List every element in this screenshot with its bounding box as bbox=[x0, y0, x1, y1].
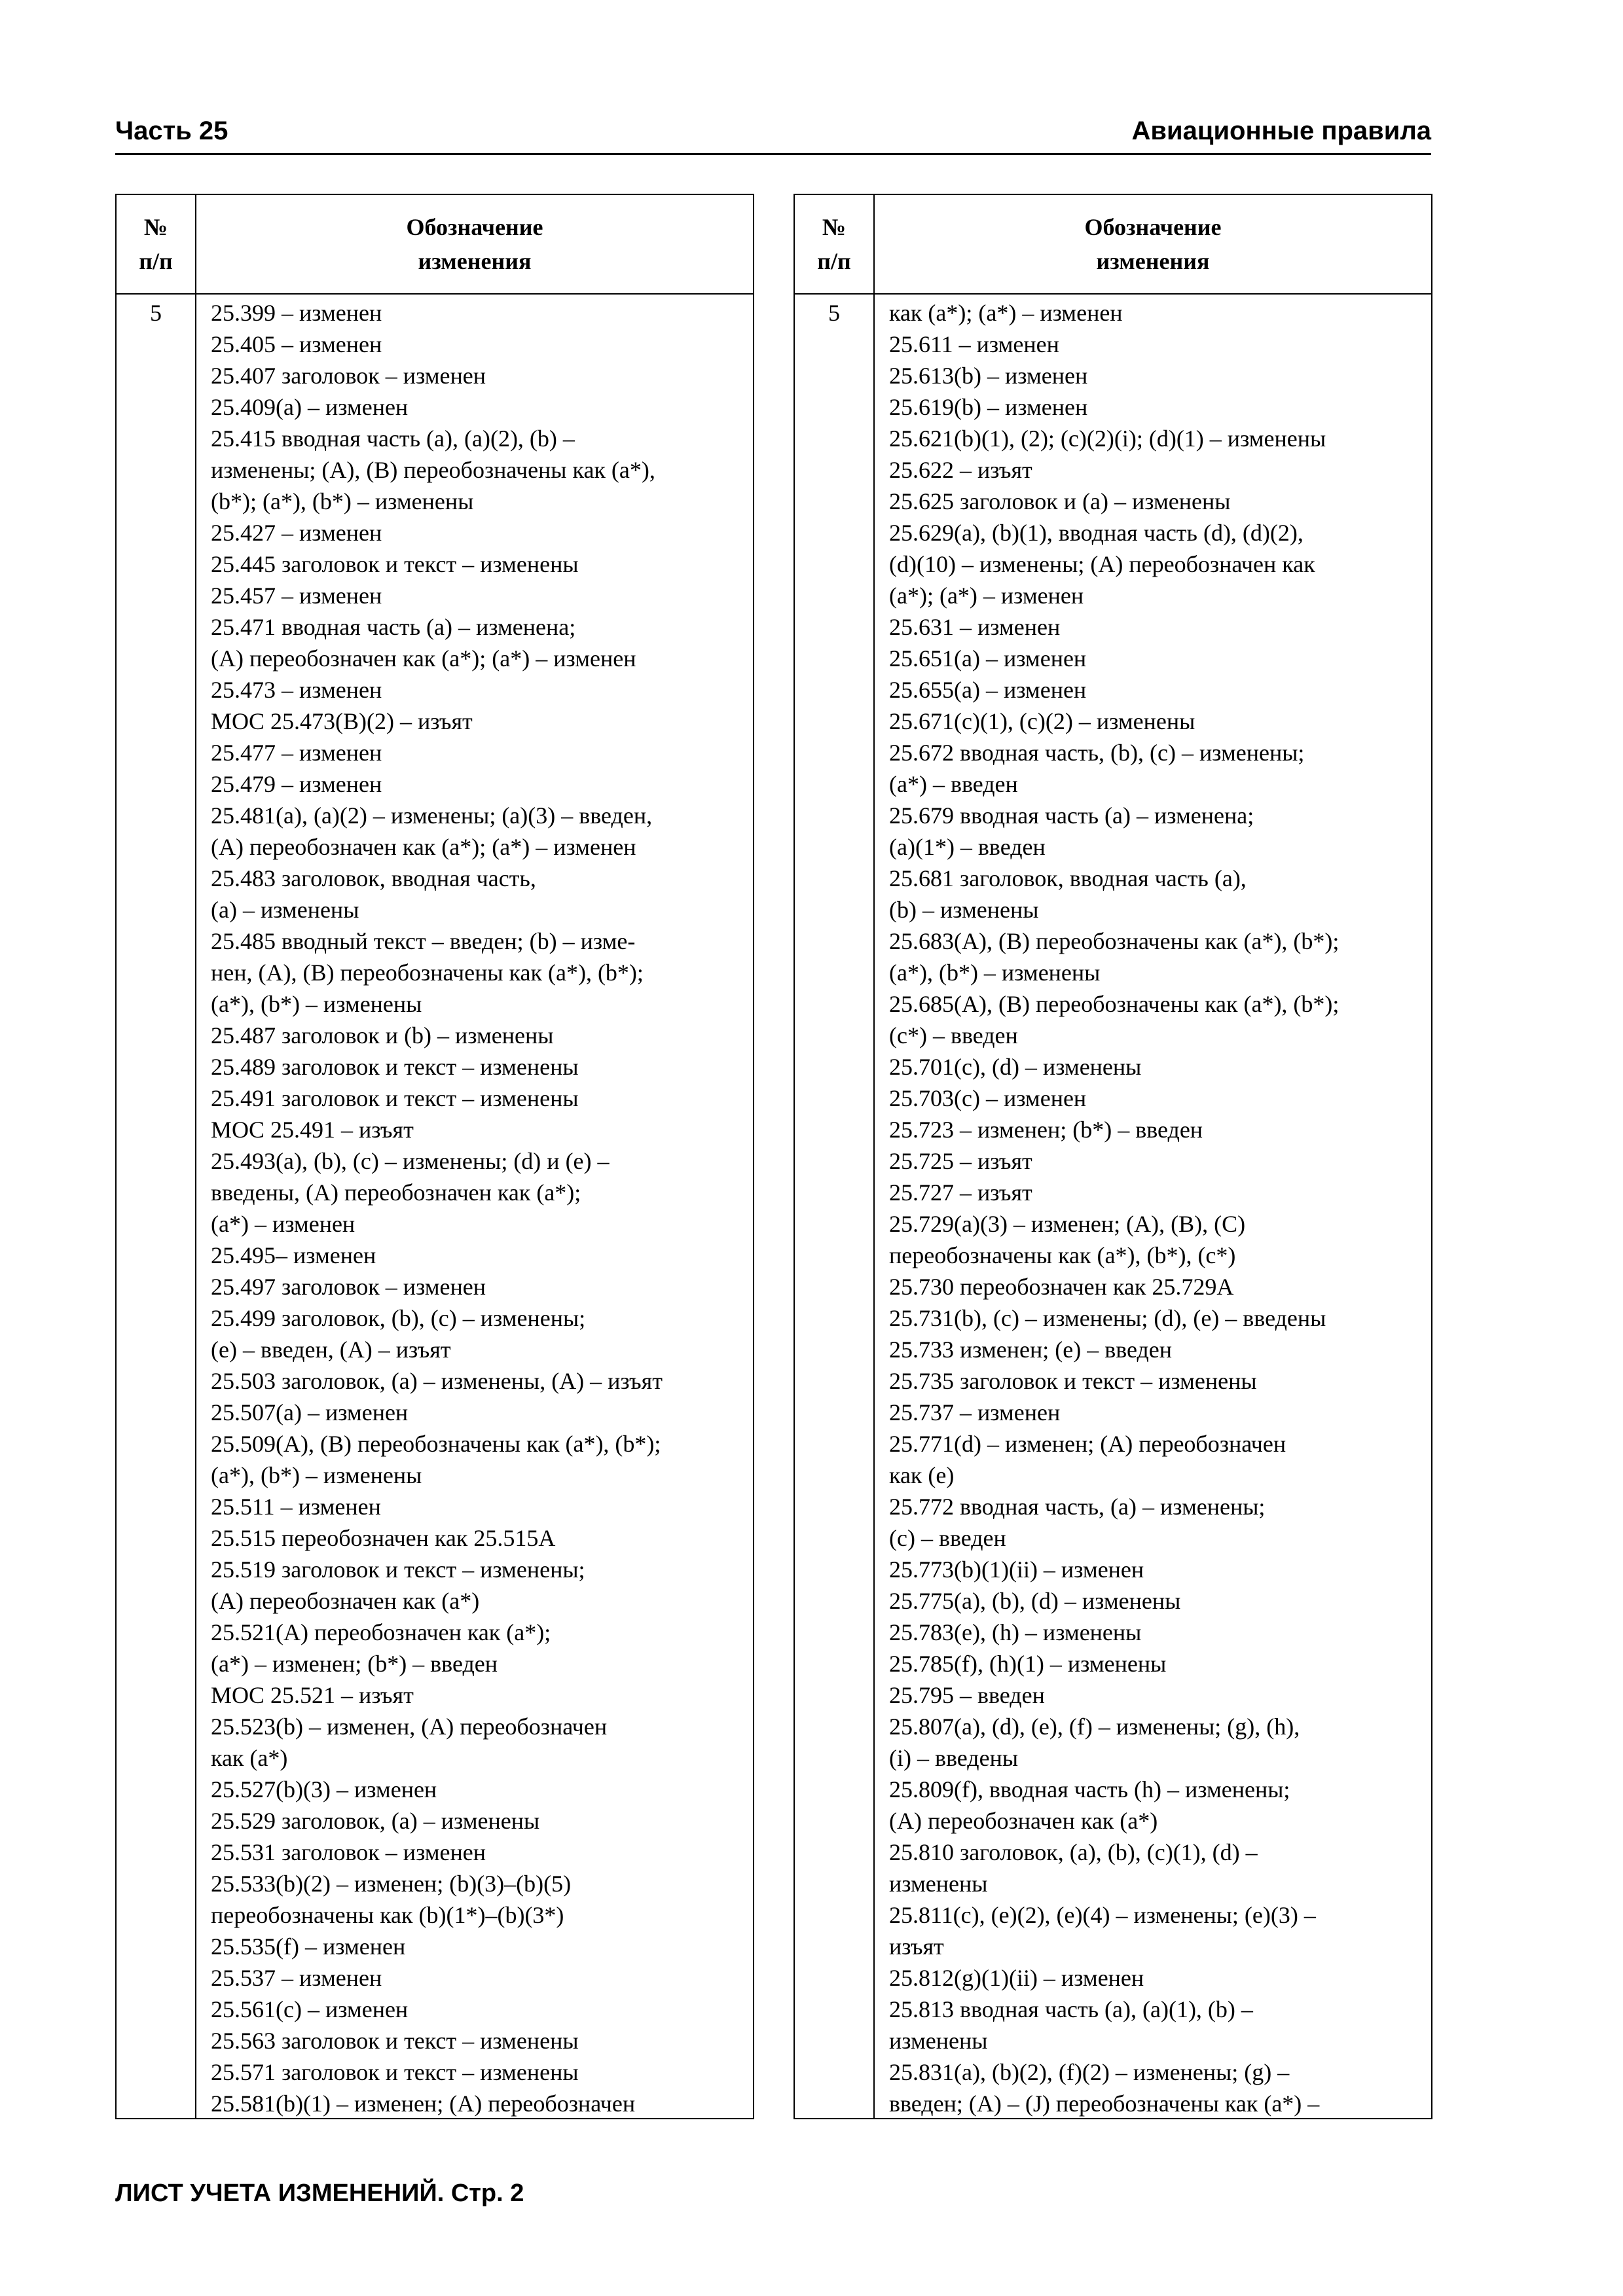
change-entry-line: 25.473 – изменен bbox=[211, 677, 382, 703]
header-number-symbol: № bbox=[822, 214, 847, 240]
change-entry-line: 25.772 вводная часть, (a) – изменены; bbox=[889, 1494, 1266, 1520]
change-entry-line: 25.507(a) – изменен bbox=[211, 1399, 409, 1426]
change-entry-line: 25.415 вводная часть (a), (a)(2), (b) – bbox=[211, 425, 575, 452]
change-entry-line: (d)(10) – изменены; (A) переобозначен как bbox=[889, 551, 1315, 577]
change-entry-line: 25.811(c), (e)(2), (e)(4) – изменены; (e)(3) – bbox=[889, 1902, 1316, 1928]
header-designation-line1: Обозначение bbox=[1084, 214, 1222, 240]
change-entry-line: изменены bbox=[889, 2028, 988, 2054]
change-entry-line: 25.509(A), (B) переобозначены как (a*), (b*); bbox=[211, 1431, 661, 1457]
table-header bbox=[117, 195, 753, 295]
header-number-cell bbox=[795, 195, 875, 293]
change-entry-line: 25.487 заголовок и (b) – изменены bbox=[211, 1022, 554, 1049]
change-entry-line: 25.499 заголовок, (b), (c) – изменены; bbox=[211, 1305, 586, 1331]
change-entry-line: (a*) – введен bbox=[889, 771, 1018, 797]
change-entry-line: 25.619(b) – изменен bbox=[889, 394, 1088, 420]
change-entry-line: 25.683(A), (B) переобозначены как (a*), (b*); bbox=[889, 928, 1340, 954]
change-entry-line: 25.533(b)(2) – изменен; (b)(3)–(b)(5) bbox=[211, 1871, 572, 1897]
change-entry-line: 25.621(b)(1), (2); (c)(2)(i); (d)(1) – изменены bbox=[889, 425, 1326, 452]
change-entry-line: 25.810 заголовок, (a), (b), (c)(1), (d) – bbox=[889, 1839, 1258, 1865]
change-entry-line: 25.479 – изменен bbox=[211, 771, 382, 797]
change-entry-line: (i) – введены bbox=[889, 1745, 1019, 1771]
change-entry-line: 25.445 заголовок и текст – изменены bbox=[211, 551, 579, 577]
change-entry-line: 25.521(A) переобозначен как (a*); bbox=[211, 1619, 551, 1645]
change-entry-line: 25.773(b)(1)(ii) – изменен bbox=[889, 1556, 1144, 1583]
change-entry-line: 25.563 заголовок и текст – изменены bbox=[211, 2028, 579, 2054]
change-entry-line: 25.723 – изменен; (b*) – введен bbox=[889, 1117, 1203, 1143]
header-title: Авиационные правила bbox=[1131, 117, 1431, 145]
change-entry-line: 25.491 заголовок и текст – изменены bbox=[211, 1085, 579, 1111]
change-entry-line: 25.531 заголовок – изменен bbox=[211, 1839, 486, 1865]
change-entry-line: (c*) – введен bbox=[889, 1022, 1018, 1049]
change-entry-line: 25.503 заголовок, (a) – изменены, (A) – изъят bbox=[211, 1368, 663, 1394]
change-entry-line: 25.731(b), (c) – изменены; (d), (e) – введены bbox=[889, 1305, 1326, 1331]
change-entry-line: 25.613(b) – изменен bbox=[889, 363, 1088, 389]
change-entry-line: 25.727 – изъят bbox=[889, 1179, 1032, 1206]
change-entry-line: 25.631 – изменен bbox=[889, 614, 1061, 640]
change-entry-line: (A) переобозначен как (a*) bbox=[889, 1808, 1158, 1834]
change-entry-line: 25.771(d) – изменен; (A) переобозначен bbox=[889, 1431, 1286, 1457]
change-entry-line: 25.495– изменен bbox=[211, 1242, 376, 1268]
change-entry-line: (a*) – изменен bbox=[211, 1211, 356, 1237]
change-entry-line: 25.681 заголовок, вводная часть (a), bbox=[889, 865, 1247, 891]
header-designation-line2: изменения bbox=[418, 248, 532, 274]
change-entry-line: 25.730 переобозначен как 25.729A bbox=[889, 1274, 1234, 1300]
change-entry-line: 25.481(a), (a)(2) – изменены; (a)(3) – введен, bbox=[211, 802, 653, 829]
change-entry-line: 25.655(a) – изменен bbox=[889, 677, 1087, 703]
change-entry-line: (b*); (a*), (b*) – изменены bbox=[211, 488, 474, 514]
change-entry-line: (a*); (a*) – изменен bbox=[889, 583, 1084, 609]
change-entry-line: 25.831(a), (b)(2), (f)(2) – изменены; (g) – bbox=[889, 2059, 1290, 2085]
change-entry-line: 25.733 изменен; (e) – введен bbox=[889, 1336, 1173, 1363]
change-entry-line: 25.783(e), (h) – изменены bbox=[889, 1619, 1142, 1645]
change-entry-line: переобозначены как (b)(1*)–(b)(3*) bbox=[211, 1902, 564, 1928]
change-entry-line: 25.809(f), вводная часть (h) – изменены; bbox=[889, 1776, 1290, 1803]
change-entry-line: как (a*) bbox=[211, 1745, 288, 1771]
change-entry-line: MOC 25.521 – изъят bbox=[211, 1682, 414, 1708]
change-entry-line: 25.775(a), (b), (d) – изменены bbox=[889, 1588, 1181, 1614]
page-header bbox=[115, 111, 1431, 155]
change-entry-line: 25.785(f), (h)(1) – изменены bbox=[889, 1651, 1167, 1677]
column-divider bbox=[195, 293, 196, 2118]
change-entry-line: 25.672 вводная часть, (b), (c) – изменены; bbox=[889, 740, 1305, 766]
header-designation-line2: изменения bbox=[1096, 248, 1210, 274]
header-designation-cell bbox=[875, 195, 1431, 293]
page-footer: ЛИСТ УЧЕТА ИЗМЕНЕНИЙ. Стр. 2 bbox=[115, 2179, 524, 2207]
change-entry-line: изменены; (A), (B) переобозначены как (a*), bbox=[211, 457, 655, 483]
change-entry-line: 25.485 вводный текст – введен; (b) – изме- bbox=[211, 928, 636, 954]
change-entry-line: 25.625 заголовок и (a) – изменены bbox=[889, 488, 1231, 514]
change-entry-line: 25.535(f) – изменен bbox=[211, 1933, 406, 1960]
change-entry-line: изъят bbox=[889, 1933, 944, 1960]
change-entry-line: 25.812(g)(1)(ii) – изменен bbox=[889, 1965, 1144, 1991]
change-entry-line: 25.407 заголовок – изменен bbox=[211, 363, 486, 389]
change-entry-line: 25.511 – изменен bbox=[211, 1494, 381, 1520]
column-divider bbox=[873, 293, 875, 2118]
change-entry-line: 25.515 переобозначен как 25.515A bbox=[211, 1525, 556, 1551]
change-entry-line: 25.795 – введен bbox=[889, 1682, 1045, 1708]
change-entry-line: (a*), (b*) – изменены bbox=[211, 1462, 422, 1488]
change-entry-line: MOC 25.473(B)(2) – изъят bbox=[211, 708, 473, 734]
change-entry-line: как (e) bbox=[889, 1462, 955, 1488]
change-entry-line: (A) переобозначен как (a*) bbox=[211, 1588, 480, 1614]
change-entry-line: 25.497 заголовок – изменен bbox=[211, 1274, 486, 1300]
change-entry-line: введен; (A) – (J) переобозначены как (a*) – bbox=[889, 2090, 1320, 2117]
change-entry-line: 25.651(a) – изменен bbox=[889, 645, 1087, 672]
change-entry-line: 25.561(c) – изменен bbox=[211, 1996, 409, 2022]
change-entry-line: 25.457 – изменен bbox=[211, 583, 382, 609]
change-entry-line: (c) – введен bbox=[889, 1525, 1006, 1551]
changes-table-left bbox=[115, 194, 754, 2119]
change-entry-line: MOC 25.491 – изъят bbox=[211, 1117, 414, 1143]
header-number-abbr: п/п bbox=[817, 248, 851, 274]
row-number: 5 bbox=[828, 300, 840, 326]
changes-table-right bbox=[793, 194, 1432, 2119]
change-entry-line: (a*), (b*) – изменены bbox=[889, 960, 1101, 986]
change-entry-line: 25.671(c)(1), (c)(2) – изменены bbox=[889, 708, 1195, 734]
change-entry-line: 25.701(c), (d) – изменены bbox=[889, 1054, 1142, 1080]
change-entry-line: 25.622 – изъят bbox=[889, 457, 1032, 483]
change-entry-line: 25.527(b)(3) – изменен bbox=[211, 1776, 437, 1803]
change-entry-line: как (a*); (a*) – изменен bbox=[889, 300, 1123, 326]
change-entry-line: 25.725 – изъят bbox=[889, 1148, 1032, 1174]
change-entry-line: переобозначены как (a*), (b*), (c*) bbox=[889, 1242, 1236, 1268]
change-entry-line: 25.685(A), (B) переобозначены как (a*), (b*); bbox=[889, 991, 1340, 1017]
table-header bbox=[795, 195, 1431, 295]
header-designation-line1: Обозначение bbox=[406, 214, 543, 240]
change-entry-line: 25.679 вводная часть (a) – изменена; bbox=[889, 802, 1254, 829]
change-entry-line: (e) – введен, (A) – изъят bbox=[211, 1336, 451, 1363]
change-entry-line: 25.477 – изменен bbox=[211, 740, 382, 766]
change-entry-line: 25.611 – изменен bbox=[889, 331, 1059, 357]
change-entry-line: нен, (A), (B) переобозначены как (a*), (b*); bbox=[211, 960, 644, 986]
header-number-symbol: № bbox=[143, 214, 168, 240]
change-entry-line: (a)(1*) – введен bbox=[889, 834, 1046, 860]
change-entry-line: 25.807(a), (d), (e), (f) – изменены; (g), (h), bbox=[889, 1713, 1300, 1740]
change-entry-line: 25.737 – изменен bbox=[889, 1399, 1061, 1426]
change-entry-line: 25.427 – изменен bbox=[211, 520, 382, 546]
change-entry-line: 25.735 заголовок и текст – изменены bbox=[889, 1368, 1257, 1394]
change-entry-line: 25.581(b)(1) – изменен; (A) переобозначен bbox=[211, 2090, 636, 2117]
change-entry-line: 25.483 заголовок, вводная часть, bbox=[211, 865, 536, 891]
change-entry-line: 25.813 вводная часть (a), (a)(1), (b) – bbox=[889, 1996, 1253, 2022]
change-list bbox=[211, 297, 746, 2119]
change-entry-line: 25.519 заголовок и текст – изменены; bbox=[211, 1556, 585, 1583]
change-entry-line: 25.405 – изменен bbox=[211, 331, 382, 357]
change-entry-line: 25.537 – изменен bbox=[211, 1965, 382, 1991]
change-list bbox=[889, 297, 1425, 2119]
change-entry-line: 25.409(a) – изменен bbox=[211, 394, 409, 420]
change-entry-line: 25.703(c) – изменен bbox=[889, 1085, 1087, 1111]
change-entry-line: 25.493(a), (b), (c) – изменены; (d) и (e) – bbox=[211, 1148, 610, 1174]
header-number-cell bbox=[117, 195, 196, 293]
header-number-abbr: п/п bbox=[139, 248, 173, 274]
change-entry-line: 25.523(b) – изменен, (A) переобозначен bbox=[211, 1713, 608, 1740]
change-entry-line: 25.729(a)(3) – изменен; (A), (B), (C) bbox=[889, 1211, 1246, 1237]
change-entry-line: изменены bbox=[889, 1871, 988, 1897]
header-designation-cell bbox=[196, 195, 753, 293]
row-number: 5 bbox=[150, 300, 162, 326]
change-entry-line: введены, (A) переобозначен как (a*); bbox=[211, 1179, 581, 1206]
header-part: Часть 25 bbox=[115, 117, 228, 145]
change-entry-line: 25.471 вводная часть (a) – изменена; bbox=[211, 614, 576, 640]
change-entry-line: (A) переобозначен как (a*); (a*) – изменен bbox=[211, 645, 636, 672]
change-entry-line: 25.571 заголовок и текст – изменены bbox=[211, 2059, 579, 2085]
change-entry-line: 25.489 заголовок и текст – изменены bbox=[211, 1054, 579, 1080]
change-entry-line: (A) переобозначен как (a*); (a*) – изменен bbox=[211, 834, 636, 860]
change-entry-line: (a*) – изменен; (b*) – введен bbox=[211, 1651, 498, 1677]
change-entry-line: 25.529 заголовок, (a) – изменены bbox=[211, 1808, 540, 1834]
change-entry-line: 25.399 – изменен bbox=[211, 300, 382, 326]
change-entry-line: 25.629(a), (b)(1), вводная часть (d), (d)(2), bbox=[889, 520, 1304, 546]
change-entry-line: (a) – изменены bbox=[211, 897, 359, 923]
change-entry-line: (b) – изменены bbox=[889, 897, 1039, 923]
change-entry-line: (a*), (b*) – изменены bbox=[211, 991, 422, 1017]
